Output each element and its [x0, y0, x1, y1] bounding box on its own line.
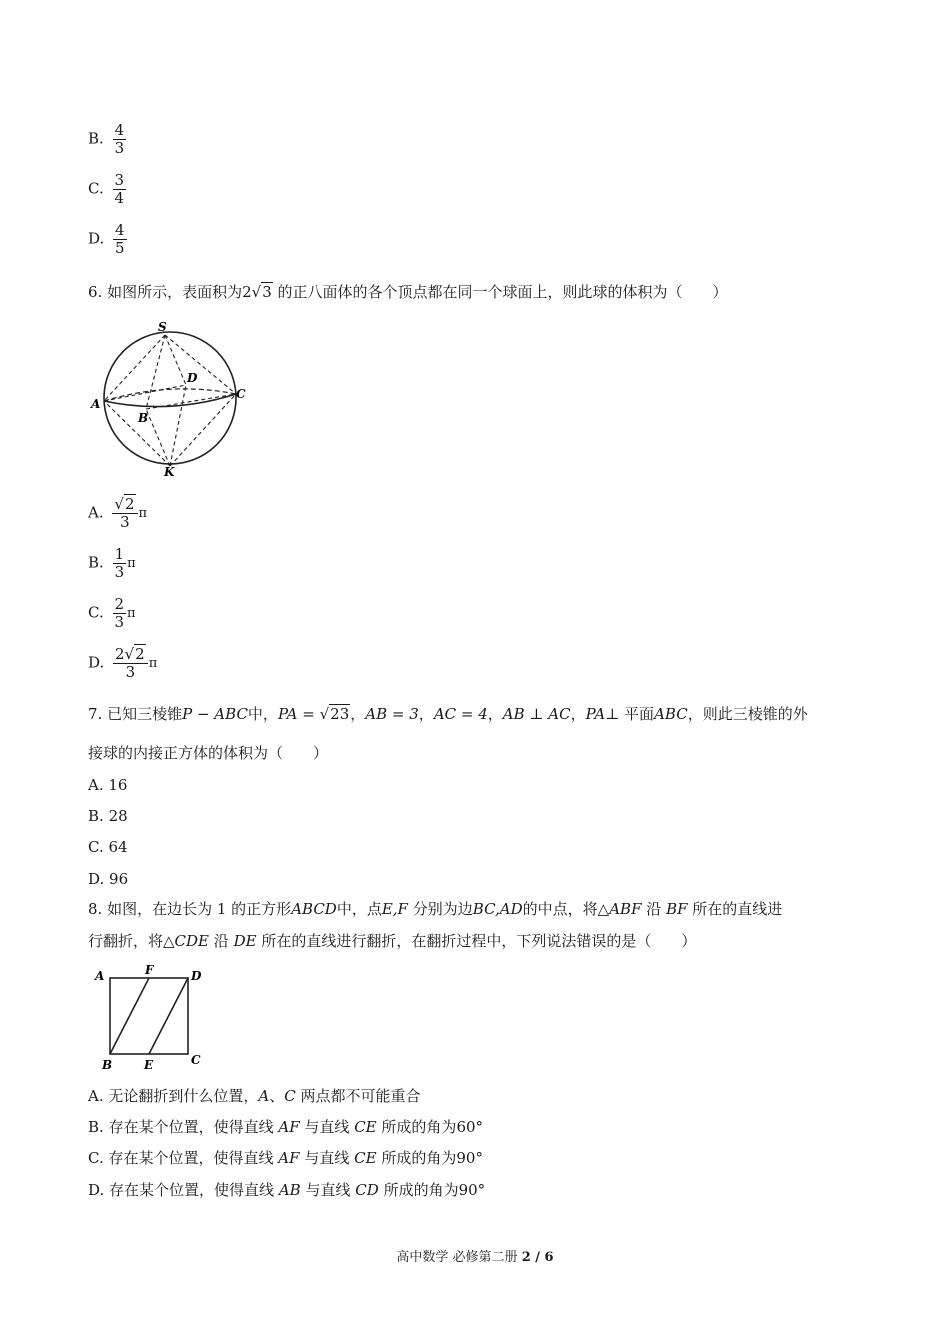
q6-option-a: A. $\frac{√2}{3}$ π: [88, 495, 148, 531]
q5-option-d: D. $\frac{4}{5}$: [88, 221, 125, 257]
label-s: S: [158, 320, 167, 334]
q6-option-b: B. $\frac{1}{3}$ π: [88, 545, 136, 581]
label-e: E: [144, 1058, 154, 1072]
footer-title: 高中数学 必修第二册: [396, 1250, 522, 1265]
page-number: 2 / 6: [521, 1250, 554, 1265]
q6-option-c-fraction: $\frac{2}{3}$: [114, 595, 125, 631]
q5-option-b-fraction: $\frac{4}{3}$: [114, 121, 125, 157]
segment-bf: [110, 978, 149, 1054]
q8-option-c: C. 存在某个位置，使得直线 AF 与直线 CE 所成的角为90°: [88, 1149, 483, 1167]
q8-stem-line1: 8. 如图，在边长为 1 的正方形ABCD中，点E,F 分别为边BC,AD的中点，将△ABF 沿 BF 所在的直线进: [88, 900, 783, 918]
square-abcd: [110, 978, 188, 1054]
q8-option-b: B. 存在某个位置，使得直线 AF 与直线 CE 所成的角为60°: [88, 1118, 484, 1136]
q5-option-b: B. $\frac{4}{3}$: [88, 121, 125, 157]
label-d: D: [187, 371, 198, 385]
q6-option-d-fraction: $\frac{2√2}{3}$: [113, 646, 148, 681]
sphere-outline: [104, 332, 236, 464]
label-a: A: [95, 969, 105, 983]
q7-option-c: C. 64: [88, 838, 128, 856]
label-c: C: [191, 1053, 201, 1067]
q7-option-d: D. 96: [88, 870, 129, 888]
q5-option-d-fraction: $\frac{4}{5}$: [115, 221, 125, 257]
q5-option-c: C. $\frac{3}{4}$: [88, 171, 125, 207]
q7-stem-line1: 7. 已知三棱锥P − ABC中，PA = √23，AB = 3，AC = 4，AB ⊥ AC，PA⊥ 平面ABC，则此三棱锥的外: [88, 705, 808, 723]
label-b: B: [138, 411, 149, 425]
q6-option-b-fraction: $\frac{1}{3}$: [114, 545, 125, 581]
label-d: D: [191, 969, 202, 983]
q8-option-a: A. 无论翻折到什么位置，A、C 两点都不可能重合: [88, 1087, 421, 1105]
q6-option-c: C. $\frac{2}{3}$ π: [88, 595, 136, 631]
q8-square-figure: [92, 964, 208, 1074]
label-a: A: [91, 397, 101, 411]
q5-option-c-fraction: $\frac{3}{4}$: [114, 171, 125, 207]
octahedron-edges: [104, 335, 236, 466]
page-footer: [0, 1246, 950, 1265]
q7-stem-line2: 接球的内接正方体的体积为（ ）: [88, 744, 329, 762]
q7-option-b: B. 28: [88, 807, 128, 825]
q6-option-a-fraction: $\frac{√2}{3}$: [112, 496, 137, 531]
label-c: C: [236, 387, 246, 401]
q8-stem-line2: 行翻折，将△CDE 沿 DE 所在的直线进行翻折，在翻折过程中，下列说法错误的是（ ）: [88, 932, 697, 950]
q8-option-d: D. 存在某个位置，使得直线 AB 与直线 CD 所成的角为90°: [88, 1181, 486, 1199]
label-b: B: [102, 1058, 113, 1072]
q7-option-a: A. 16: [88, 776, 128, 794]
label-f: F: [145, 964, 154, 977]
label-k: K: [164, 465, 175, 479]
q6-option-d: D. $\frac{2√2}{3}$ π: [88, 645, 158, 681]
q6-sphere-octahedron-figure: [88, 318, 248, 480]
segment-ed: [149, 978, 188, 1054]
q6-stem: 6. 如图所示，表面积为2√3 的正八面体的各个顶点都在同一个球面上，则此球的体积为（ ）: [88, 283, 728, 301]
